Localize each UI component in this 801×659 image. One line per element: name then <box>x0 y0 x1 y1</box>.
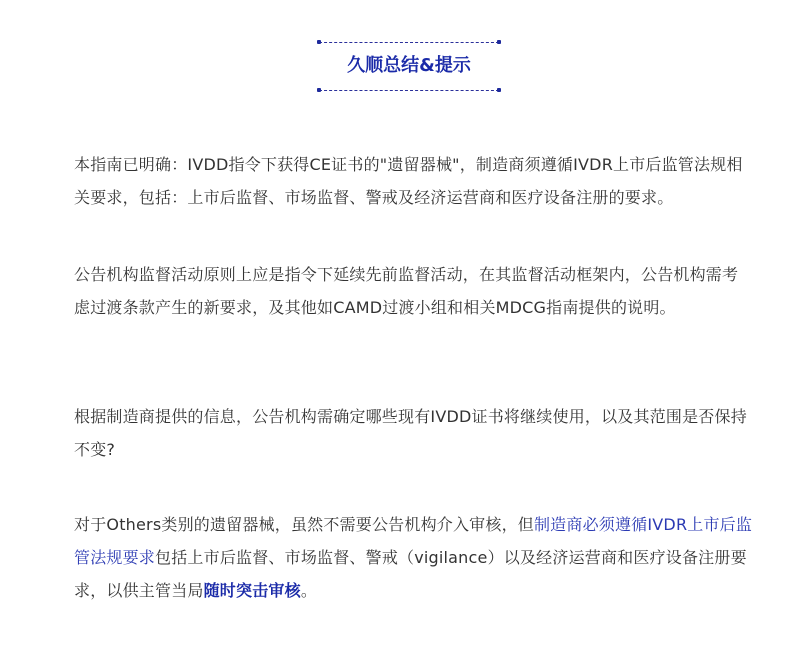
title-top-rule <box>319 42 499 43</box>
corner-dot <box>317 88 321 92</box>
corner-dot <box>317 40 321 44</box>
corner-dot <box>497 40 501 44</box>
paragraph-guideline-scope: 本指南已明确：IVDD指令下获得CE证书的"遗留器械"，制造商须遵循IVDR上市后监管法规相关要求，包括：上市后监督、市场监督、警戒及经济运营商和医疗设备注册的要求。 <box>74 155 743 207</box>
title-bottom-rule <box>319 90 499 91</box>
section-title-box <box>319 42 499 90</box>
paragraph-text: 包括上市后监督、市场监督、警戒（vigilance）以及经济运营商和医疗设备注册要求，以供主管当局 <box>74 548 747 600</box>
ivdr-requirements-link[interactable]: 制造商必须遵循IVDR上市后监管法规要求 <box>74 515 753 567</box>
section-title: 久顺总结&提示 <box>347 55 471 76</box>
paragraph-text: 对于Others类别的遗留器械，虽然不需要公告机构介入审核，但 <box>74 515 534 534</box>
paragraph-certificate-validity: 根据制造商提供的信息，公告机构需确定哪些现有IVDD证书将继续使用，以及其范围是否保持不变? <box>74 407 747 459</box>
paragraph-others-category <box>74 508 754 607</box>
paragraph-notified-body-surveillance: 公告机构监督活动原则上应是指令下延续先前监督活动，在其监督活动框架内，公告机构需考虑过渡条款产生的新要求，及其他如CAMD过渡小组和相关MDCG指南提供的说明。 <box>74 265 739 317</box>
corner-dot <box>497 88 501 92</box>
unannounced-audit-link[interactable]: 随时突击审核 <box>203 581 301 600</box>
paragraph-text: 。 <box>300 581 318 600</box>
